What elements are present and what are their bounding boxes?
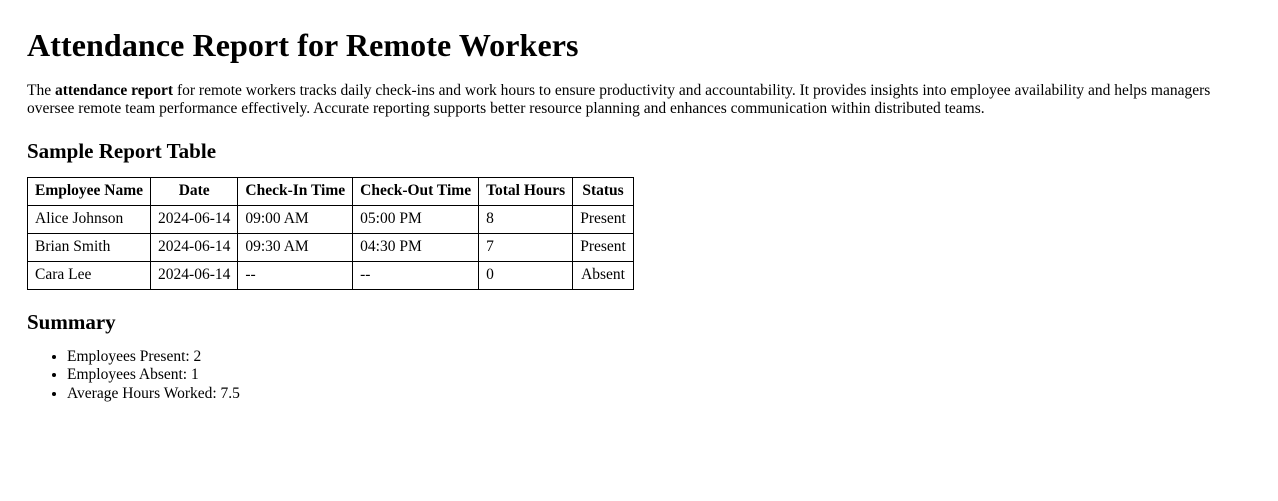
column-header-employee-name: Employee Name (28, 178, 151, 206)
attendance-report-table (27, 177, 634, 290)
cell-date: 2024-06-14 (151, 206, 238, 234)
cell-employee-name: Brian Smith (28, 233, 151, 261)
cell-total-hours: 0 (479, 261, 573, 289)
cell-status: Present (573, 233, 634, 261)
column-header-check-out-time: Check-Out Time (353, 178, 479, 206)
cell-date: 2024-06-14 (151, 261, 238, 289)
cell-employee-name: Cara Lee (28, 261, 151, 289)
table-row (28, 233, 634, 261)
list-item: • Employees Present: 2 (67, 348, 1251, 366)
list-item: • Employees Absent: 1 (67, 366, 1251, 384)
cell-total-hours: 7 (479, 233, 573, 261)
table-row (28, 261, 634, 289)
intro-text-before-bold: The (27, 81, 55, 99)
intro-text-after-bold: for remote workers tracks daily check-ins and work hours to ensure productivity and accountability. It provides insights into employee availability and helps managers oversee remote team performance effectively. Accurate reporting supports better resource planning and enhances communication within distributed teams. (27, 81, 1211, 118)
cell-check-in: -- (238, 261, 353, 289)
cell-date: 2024-06-14 (151, 233, 238, 261)
cell-status: Present (573, 206, 634, 234)
cell-status: Absent (573, 261, 634, 289)
list-item: • Average Hours Worked: 7.5 (67, 385, 1251, 403)
table-header-row (28, 178, 634, 206)
intro-bold-phrase: attendance report (54, 81, 174, 99)
cell-employee-name: Alice Johnson (28, 206, 151, 234)
cell-check-out: 04:30 PM (353, 233, 479, 261)
cell-check-in: 09:30 AM (238, 233, 353, 261)
intro-paragraph (27, 82, 1251, 119)
summary-list (27, 348, 1251, 403)
cell-check-out: -- (353, 261, 479, 289)
cell-check-out: 05:00 PM (353, 206, 479, 234)
cell-total-hours: 8 (479, 206, 573, 234)
column-header-status: Status (573, 178, 634, 206)
page-title: Attendance Report for Remote Workers (27, 27, 579, 63)
table-row (28, 206, 634, 234)
column-header-date: Date (151, 178, 238, 206)
cell-check-in: 09:00 AM (238, 206, 353, 234)
column-header-check-in-time: Check-In Time (238, 178, 353, 206)
sample-report-table-heading: Sample Report Table (27, 138, 217, 163)
summary-heading: Summary (27, 309, 116, 334)
column-header-total-hours: Total Hours (479, 178, 573, 206)
